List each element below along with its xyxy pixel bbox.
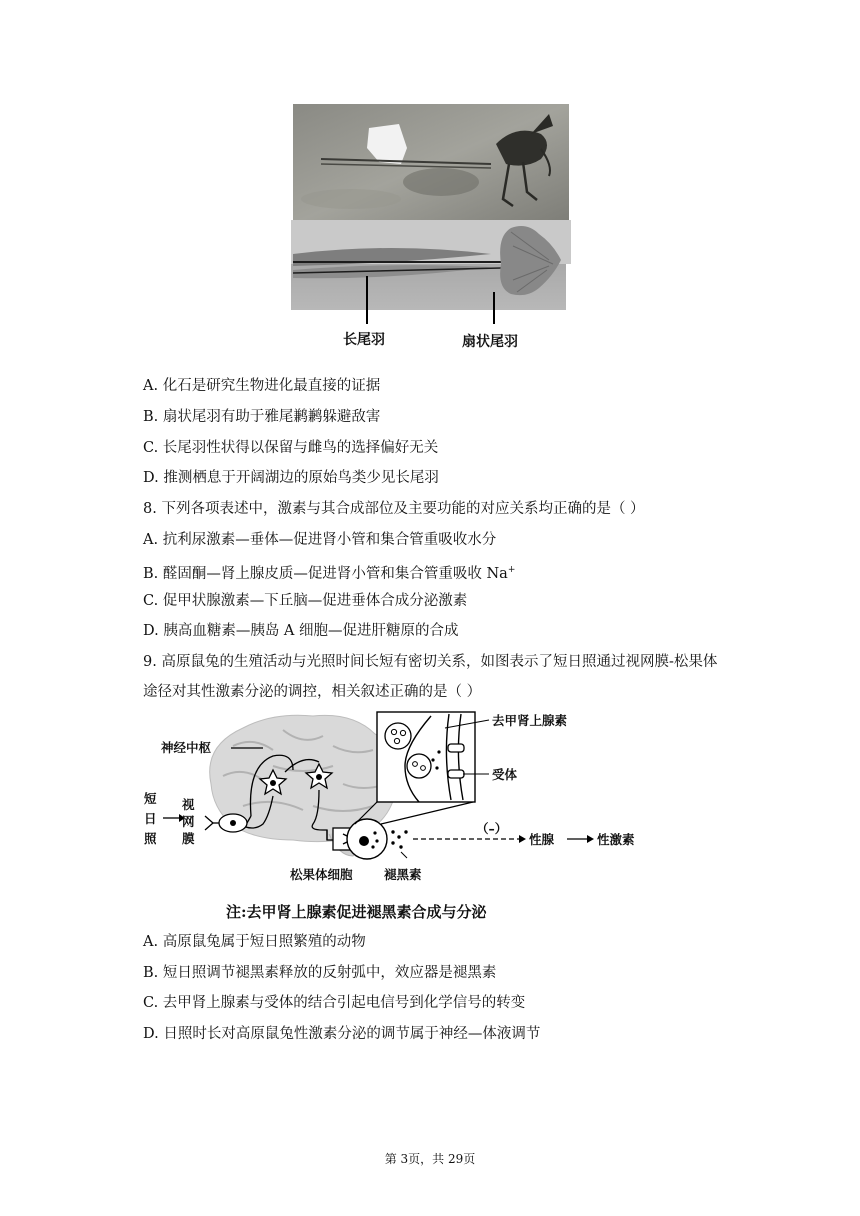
pointer-left (366, 310, 368, 324)
superscript-plus: + (507, 565, 516, 575)
q9-option-a: A. 高原鼠兔属于短日照繁殖的动物 (143, 934, 366, 950)
diagram-note: 注:去甲肾上腺素促进褪黑素合成与分泌 (226, 903, 487, 921)
label-norepinephrine: 去甲肾上腺素 (492, 713, 568, 728)
q9-option-c: C. 去甲肾上腺素与受体的结合引起电信号到化学信号的转变 (143, 995, 526, 1011)
label-short-day-3: 照 (144, 831, 157, 846)
label-retina-3: 膜 (182, 831, 195, 846)
pointer-right (493, 298, 495, 324)
label-short-day-1: 短 (144, 791, 157, 806)
q7-option-d: D. 推测栖息于开阔湖边的原始鸟类少见长尾羽 (143, 470, 439, 486)
label-receptor: 受体 (492, 767, 518, 782)
q8-stem: 8. 下列各项表述中，激素与其合成部位及主要功能的对应关系均正确的是（ ） (143, 501, 645, 517)
q8-option-b-text: B. 醛固酮—肾上腺皮质—促进肾小管和集合管重吸收 Na (143, 565, 508, 582)
label-gonad: 性腺 (529, 832, 555, 847)
q7-option-b: B. 扇状尾羽有助于雅尾鹣鹣躲避敌害 (143, 409, 381, 425)
label-short-day-2: 日 (144, 811, 157, 826)
page-footer: 第 3页，共 29页 (384, 1152, 476, 1166)
q8-option-a: A. 抗利尿激素—垂体—促进肾小管和集合管重吸收水分 (143, 532, 497, 548)
q9-stem-line2: 途径对其性激素分泌的调控，相关叙述正确的是（ ） (143, 684, 482, 700)
pathway-illustration (143, 706, 663, 928)
label-inhibition: （–） (476, 821, 508, 836)
q7-option-c: C. 长尾羽性状得以保留与雌鸟的选择偏好无关 (143, 440, 439, 456)
label-pineal-cell: 松果体细胞 (290, 867, 353, 882)
q7-option-a: A. 化石是研究生物进化最直接的证据 (143, 378, 381, 394)
q9-option-b: B. 短日照调节褪黑素释放的反射弧中，效应器是褪黑素 (143, 965, 497, 981)
label-retina-2: 网 (182, 814, 195, 829)
q8-option-c: C. 促甲状腺激素—下丘脑—促进垂体合成分泌激素 (143, 593, 468, 609)
label-long-tail-feather: 长尾羽 (343, 332, 385, 348)
fossil-illustration (291, 104, 571, 310)
label-sex-hormone: 性激素 (597, 832, 635, 847)
pathway-diagram (143, 706, 663, 928)
q8-option-d: D. 胰高血糖素—胰岛 A 细胞—促进肝糖原的合成 (143, 623, 459, 639)
q9-option-d: D. 日照时长对高原鼠兔性激素分泌的调节属于神经—体液调节 (143, 1026, 541, 1042)
label-melatonin: 褪黑素 (384, 867, 422, 882)
q9-stem-line1: 9. 高原鼠兔的生殖活动与光照时间长短有密切关系，如图表示了短日照通过视网膜-松果体 (143, 654, 718, 670)
label-retina-1: 视 (182, 797, 195, 812)
label-fan-tail-feather: 扇状尾羽 (462, 334, 518, 350)
q8-option-b (143, 560, 515, 584)
fossil-figure (291, 104, 571, 310)
label-nerve-center: 神经中枢 (161, 740, 212, 755)
